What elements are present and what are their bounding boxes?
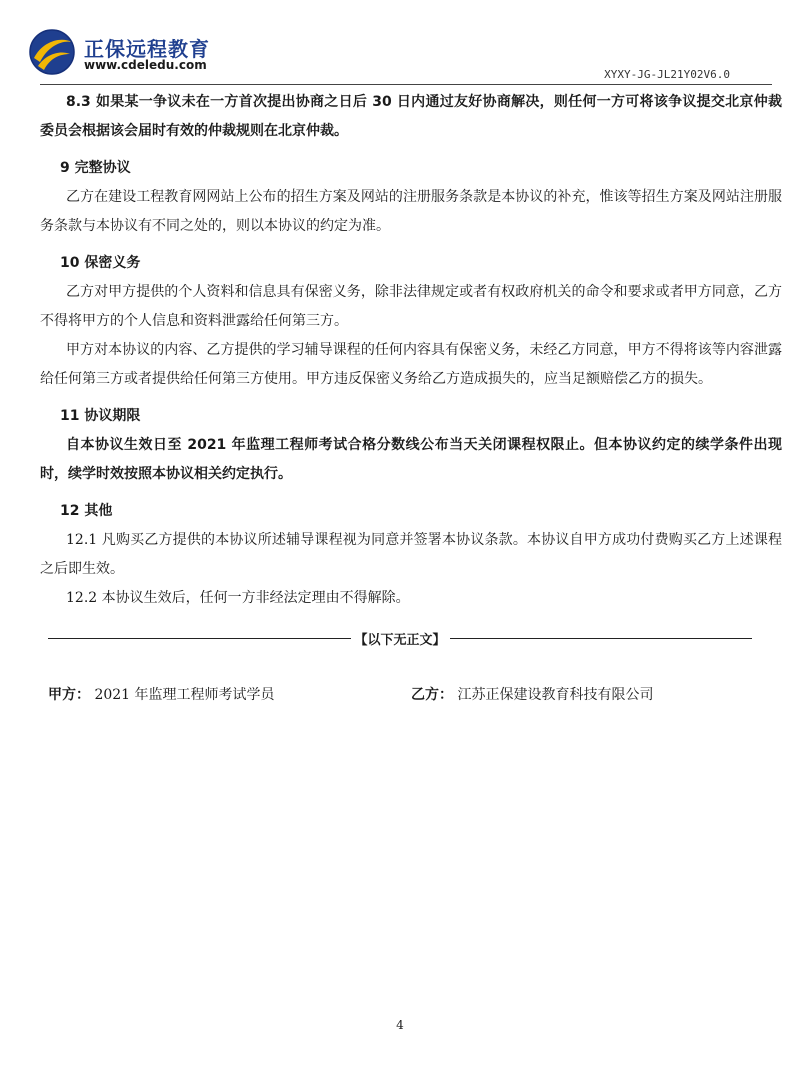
party-b-value: 江苏正保建设教育科技有限公司 — [457, 687, 654, 703]
clause-10-para-2: 甲方对本协议的内容、乙方提供的学习辅导课程的任何内容具有保密义务，未经乙方同意，甲方不得将该等内容泄露给任何第三方或者提供给任何第三方使用。甲方违反保密义务给乙方造成损失的，应当足额赔偿乙方的损失。 — [40, 342, 782, 387]
end-of-text-label: 【以下无正文】 — [354, 632, 446, 648]
brand-url: www.cdeledu.com — [84, 58, 207, 72]
header-divider — [40, 84, 772, 85]
party-b-label: 乙方： — [411, 687, 453, 703]
party-a-label: 甲方： — [48, 687, 90, 703]
section-9-heading: 9 完整协议 — [60, 160, 131, 176]
party-a-value: 2021 年监理工程师考试学员 — [94, 687, 275, 703]
section-11-heading: 11 协议期限 — [60, 408, 141, 424]
section-12-heading: 12 其他 — [60, 503, 113, 519]
end-of-text-marker — [48, 628, 752, 648]
page-number: 4 — [396, 1018, 404, 1032]
globe-swoosh-logo-icon — [28, 28, 76, 76]
clause-8-3: 8.3 如果某一争议未在一方首次提出协商之日后 30 日内通过友好协商解决，则任何一方可将该争议提交北京仲裁委员会根据该会届时有效的仲裁规则在北京仲裁。 — [40, 94, 782, 139]
agreement-body — [40, 88, 782, 613]
page-header — [0, 0, 800, 90]
party-b — [411, 684, 653, 704]
left-rule — [48, 638, 351, 639]
party-a — [48, 684, 275, 704]
right-rule — [450, 638, 753, 639]
brand-name: 正保远程教育 — [84, 37, 210, 61]
clause-12-1: 12.1 凡购买乙方提供的本协议所述辅导课程视为同意并签署本协议条款。本协议自甲方成功付费购买乙方上述课程之后即生效。 — [40, 532, 782, 577]
clause-11-text: 自本协议生效日至 2021 年监理工程师考试合格分数线公布当天关闭课程权限止。但本协议约定的续学条件出现时，续学时效按照本协议相关约定执行。 — [40, 437, 782, 482]
clause-10-para-1: 乙方对甲方提供的个人资料和信息具有保密义务，除非法律规定或者有权政府机关的命令和要求或者甲方同意，乙方不得将甲方的个人信息和资料泄露给任何第三方。 — [40, 284, 782, 329]
section-10-heading: 10 保密义务 — [60, 255, 141, 271]
document-code: XYXY-JG-JL21Y02V6.0 — [604, 68, 730, 81]
clause-9-text: 乙方在建设工程教育网网站上公布的招生方案及网站的注册服务条款是本协议的补充，惟该等招生方案及网站注册服务条款与本协议有不同之处的，则以本协议的约定为准。 — [40, 189, 782, 234]
clause-12-2: 12.2 本协议生效后，任何一方非经法定理由不得解除。 — [66, 590, 410, 606]
